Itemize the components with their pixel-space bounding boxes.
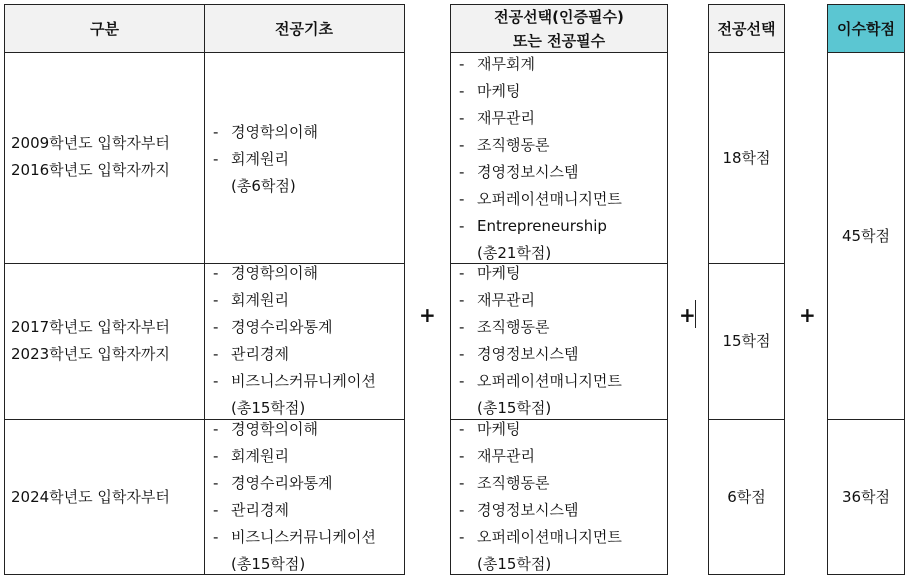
- dash-marker: -: [213, 474, 219, 492]
- header-basic: 전공기초: [275, 19, 333, 38]
- total-first: 45학점: [841, 226, 891, 245]
- header-category: 구분: [90, 19, 119, 38]
- header-core-line-2: 또는 전공필수: [512, 31, 606, 50]
- list-item: - 경영정보시스템: [459, 497, 665, 524]
- plus-operator-2: +: [679, 303, 696, 327]
- period-row-2-line-2: 2023학년도 입학자까지: [11, 345, 170, 363]
- list-item: - 마케팅: [459, 260, 665, 287]
- list-item: - 경영학의이해: [213, 416, 403, 443]
- list-total: (총15학점): [231, 555, 306, 573]
- list-total: (총15학점): [477, 555, 552, 573]
- basic-list-row-3: [213, 416, 403, 578]
- dash-marker: -: [213, 372, 219, 390]
- dash-marker: -: [459, 528, 465, 546]
- core-list-row-3: [459, 416, 665, 578]
- plus-operator-3: +: [799, 303, 816, 327]
- list-item: - 회계원리: [213, 443, 403, 470]
- list-item: - 조직행동론: [459, 132, 665, 159]
- list-item: - 조직행동론: [459, 314, 665, 341]
- list-item: - 조직행동론: [459, 470, 665, 497]
- dash-marker: -: [459, 345, 465, 363]
- plus-operator-1: +: [419, 303, 436, 327]
- list-item: - 비즈니스커뮤니케이션: [213, 368, 403, 395]
- dash-marker: -: [213, 123, 219, 141]
- total-second: 36학점: [841, 487, 891, 506]
- list-item: - 비즈니스커뮤니케이션: [213, 524, 403, 551]
- list-item: - 오퍼레이션매니지먼트: [459, 186, 665, 213]
- dash-marker: -: [459, 55, 465, 73]
- dash-marker: -: [459, 447, 465, 465]
- table-category-basic: [4, 4, 405, 575]
- list-total: (총21학점): [477, 244, 552, 262]
- list-total: (총15학점): [231, 399, 306, 417]
- dash-marker: -: [459, 474, 465, 492]
- period-row-2-line-1: 2017학년도 입학자부터: [11, 318, 170, 336]
- basic-list-row-2: [213, 260, 403, 422]
- table-core: [450, 4, 668, 575]
- dash-marker: -: [459, 318, 465, 336]
- header-core-line-1: 전공선택(인증필수): [494, 7, 624, 26]
- list-item: - 재무관리: [459, 443, 665, 470]
- list-item: - 재무회계: [459, 51, 665, 78]
- period-row-3-line-1: 2024학년도 입학자부터: [11, 488, 170, 506]
- dash-marker: -: [459, 264, 465, 282]
- header-elective: 전공선택: [709, 5, 784, 53]
- dash-marker: -: [459, 163, 465, 181]
- dash-marker: -: [213, 264, 219, 282]
- dash-marker: -: [459, 190, 465, 208]
- period-row-1-line-1: 2009학년도 입학자부터: [11, 134, 170, 152]
- dash-marker: -: [213, 291, 219, 309]
- dash-marker: -: [459, 136, 465, 154]
- dash-marker: -: [213, 501, 219, 519]
- list-item: - 경영정보시스템: [459, 341, 665, 368]
- list-item: - 경영학의이해: [213, 119, 403, 146]
- dash-marker: -: [213, 420, 219, 438]
- list-item: - 관리경제: [213, 497, 403, 524]
- period-row-1: [11, 130, 203, 184]
- list-item: - 오퍼레이션매니지먼트: [459, 368, 665, 395]
- elective-row-2: 15학점: [722, 332, 771, 350]
- period-row-2: [11, 314, 203, 368]
- elective-row-1: 18학점: [722, 148, 771, 167]
- list-item: - 관리경제: [213, 341, 403, 368]
- list-item: - Entrepreneurship: [459, 213, 665, 240]
- list-item: - 마케팅: [459, 416, 665, 443]
- list-item: - 마케팅: [459, 78, 665, 105]
- dash-marker: -: [459, 217, 465, 235]
- list-item: - 경영정보시스템: [459, 159, 665, 186]
- list-item: - 재무관리: [459, 105, 665, 132]
- dash-marker: -: [459, 109, 465, 127]
- table-elective: [708, 4, 785, 575]
- list-item: - 경영학의이해: [213, 260, 403, 287]
- period-row-1-line-2: 2016학년도 입학자까지: [11, 161, 170, 179]
- dash-marker: -: [459, 291, 465, 309]
- core-list-row-1: [459, 51, 665, 267]
- list-total: (총6학점): [231, 177, 296, 195]
- list-item: - 오퍼레이션매니지먼트: [459, 524, 665, 551]
- list-item: - 경영수리와통계: [213, 470, 403, 497]
- dash-marker: -: [213, 318, 219, 336]
- dash-marker: -: [459, 372, 465, 390]
- list-item: - 재무관리: [459, 287, 665, 314]
- dash-marker: -: [213, 447, 219, 465]
- dash-marker: -: [459, 82, 465, 100]
- dash-marker: -: [459, 501, 465, 519]
- list-item: - 회계원리: [213, 146, 403, 173]
- list-total: (총15학점): [477, 399, 552, 417]
- column-divider: [204, 5, 205, 574]
- dash-marker: -: [213, 345, 219, 363]
- dash-marker: -: [213, 150, 219, 168]
- header-total: 이수학점: [828, 5, 904, 53]
- dash-marker: -: [459, 420, 465, 438]
- elective-row-3: 6학점: [727, 487, 766, 506]
- cursor-bar: [695, 300, 696, 328]
- table-total: [827, 4, 905, 575]
- list-item: - 경영수리와통계: [213, 314, 403, 341]
- header-core: [451, 5, 667, 53]
- core-list-row-2: [459, 260, 665, 422]
- dash-marker: -: [213, 528, 219, 546]
- list-item: - 회계원리: [213, 287, 403, 314]
- basic-list-row-1: [213, 119, 403, 200]
- period-row-3: [11, 484, 203, 511]
